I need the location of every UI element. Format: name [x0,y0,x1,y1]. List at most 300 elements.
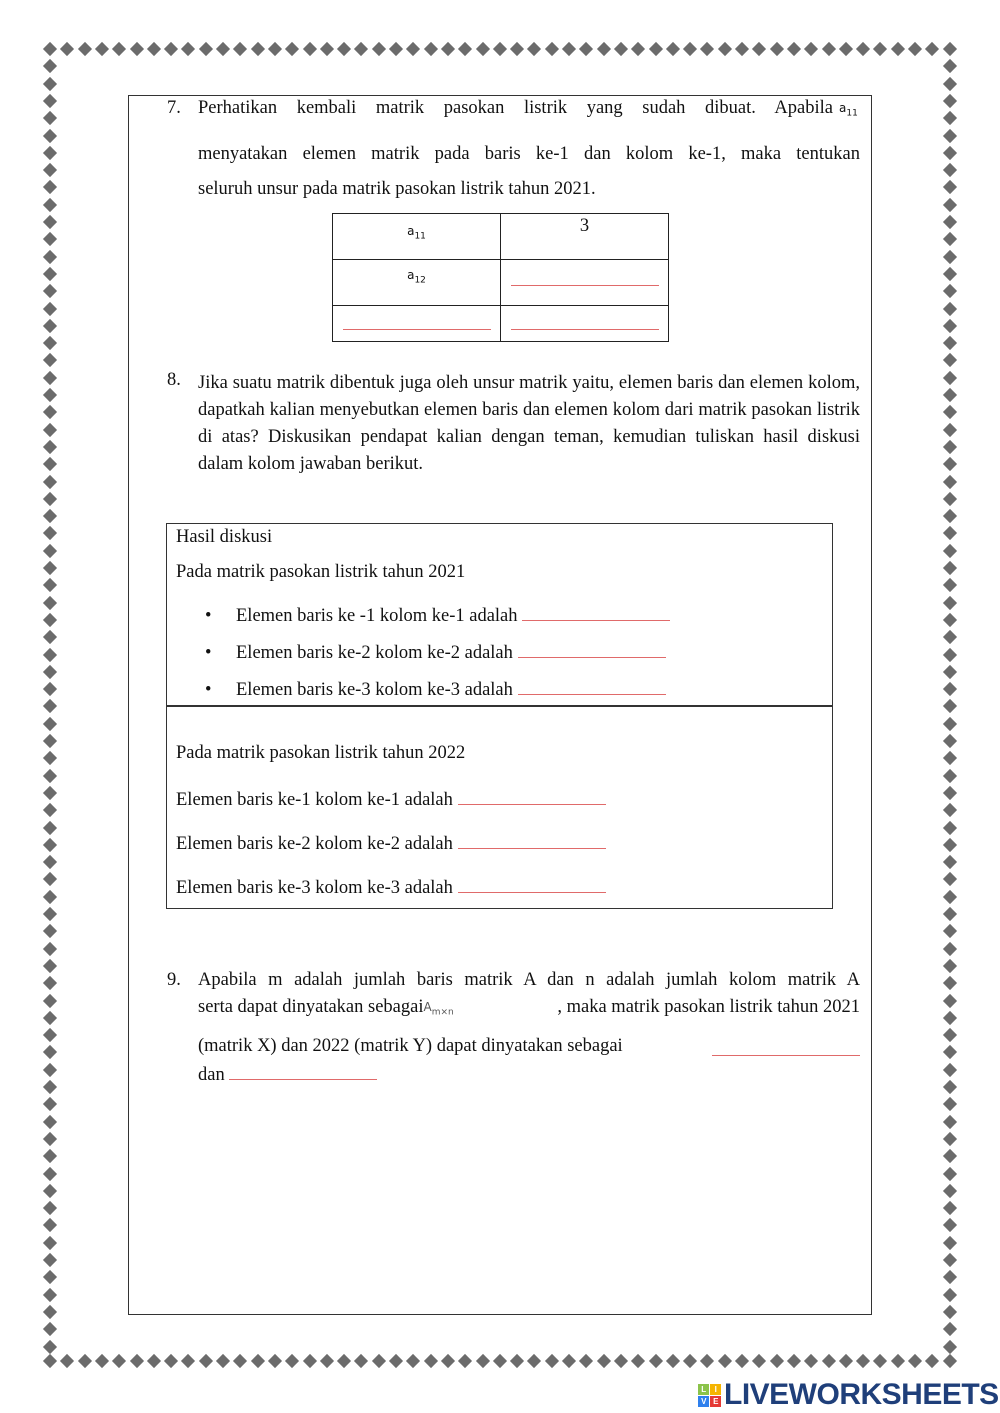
text: dan [198,1065,225,1085]
diamond-ornament [943,544,957,558]
item-text: Elemen baris ke-2 kolom ke-2 adalah [236,643,513,663]
diamond-ornament [943,924,957,938]
diamond-ornament [43,1236,57,1250]
diamond-ornament [43,1184,57,1198]
diamond-ornament [943,1322,957,1336]
diamond-ornament [891,42,905,56]
diamond-ornament [943,872,957,886]
diamond-ornament [458,42,472,56]
item-text: Elemen baris ke-1 kolom ke-1 adalah [176,790,453,810]
diamond-ornament [839,42,853,56]
diamond-ornament [943,215,957,229]
diamond-ornament [943,1166,957,1180]
diamond-ornament [302,42,316,56]
list-item [205,672,670,709]
diamond-ornament [129,42,143,56]
diamond-ornament [943,1080,957,1094]
diamond-ornament [943,1097,957,1111]
diamond-ornament [943,1236,957,1250]
diamond-ornament [943,111,957,125]
diamond-ornament [493,1354,507,1368]
text: , maka matrik pasokan listrik tahun 2021 [557,997,860,1017]
diamond-ornament [43,1045,57,1059]
diamond-ornament [43,993,57,1007]
diamond-ornament [112,42,126,56]
diamond-ornament [43,769,57,783]
diamond-ornament [943,232,957,246]
diamond-ornament [943,1149,957,1163]
q8-text: Jika suatu matrik dibentuk juga oleh unsur matrik yaitu, elemen baris dan elemen kolom, dapatkah kalian menyebutkan elemen baris dan elemen kolom dari matrik pasokan listrik di atas? Diskusikan pendapat kalian dengan teman, kemudian tuliskan hasil diskusi dalam kolom jawaban berikut. [198,373,860,474]
diamond-ornament [943,665,957,679]
logo-tile: L [698,1384,709,1395]
diamond-ornament [943,786,957,800]
diamond-ornament [43,578,57,592]
list-item [176,866,606,910]
diamond-ornament [943,1253,957,1267]
diamond-ornament [821,1354,835,1368]
list-item [176,778,606,822]
diamond-ornament [43,647,57,661]
diamond-ornament [943,596,957,610]
diamond-ornament [354,1354,368,1368]
diamond-ornament [43,526,57,540]
diamond-ornament [527,1354,541,1368]
diamond-ornament [406,1354,420,1368]
diamond-ornament [839,1354,853,1368]
diamond-ornament [43,1063,57,1077]
diamond-ornament [562,1354,576,1368]
answer-input[interactable] [458,788,606,805]
diamond-ornament [43,163,57,177]
diamond-ornament [943,42,957,56]
subscript: 11 [414,231,426,242]
diamond-ornament [43,1166,57,1180]
cell [501,260,669,306]
diamond-ornament [770,42,784,56]
diamond-ornament [337,42,351,56]
item-text: Elemen baris ke-3 kolom ke-3 adalah [176,878,453,898]
question-8-number: 8. [167,370,181,390]
logo-tile: V [698,1396,709,1407]
diamond-ornament [43,1305,57,1319]
diamond-ornament [389,42,403,56]
diamond-ornament [943,682,957,696]
diamond-ornament [683,42,697,56]
diamond-ornament [181,42,195,56]
diamond-ornament [43,1339,57,1353]
answer-element-name-input[interactable] [343,313,491,330]
diamond-ornament [925,1354,939,1368]
bullet-icon: • [205,606,212,626]
logo-text: LIVEWORKSHEETS [724,1378,999,1411]
cell-value: 3 [501,214,669,260]
a12 [407,268,426,286]
diamond-ornament [43,924,57,938]
diamond-ornament [43,1149,57,1163]
list-item [205,598,670,635]
diamond-ornament [475,1354,489,1368]
diamond-ornament [389,1354,403,1368]
a11 [407,224,426,242]
diamond-ornament [43,1097,57,1111]
diamond-ornament [510,1354,524,1368]
q9-line2 [198,997,860,1018]
bullet-icon: • [205,643,212,663]
diamond-ornament [943,1354,957,1368]
diamond-ornament [181,1354,195,1368]
diamond-ornament [943,613,957,627]
diamond-ornament [43,1288,57,1302]
diamond-ornament [147,1354,161,1368]
diamond-ornament [43,1270,57,1284]
diamond-ornament [683,1354,697,1368]
cell [333,260,501,306]
diamond-ornament [43,786,57,800]
diamond-ornament [943,647,957,661]
diamond-ornament [43,613,57,627]
diamond-ornament [43,440,57,454]
diamond-ornament [320,1354,334,1368]
diamond-ornament [943,492,957,506]
diamond-ornament [614,1354,628,1368]
diamond-ornament [943,77,957,91]
diamond-ornament [943,94,957,108]
q7-line3: seluruh unsur pada matrik pasokan listrik tahun 2021. [198,179,596,199]
answer-input[interactable] [522,604,670,621]
q7-line1: Perhatikan kembali matrik pasokan listrik yang sudah dibuat. Apabila [198,98,833,118]
answer-matrix-x-input[interactable] [712,1039,860,1056]
diamond-ornament [43,388,57,402]
diamond-ornament [43,907,57,921]
diamond-ornament [943,1288,957,1302]
diamond-ornament [441,1354,455,1368]
subtitle-2021: Pada matrik pasokan listrik tahun 2021 [176,562,466,582]
q7-table [332,213,669,342]
diamond-ornament [199,1354,213,1368]
diamond-ornament [302,1354,316,1368]
diamond-ornament [458,1354,472,1368]
diamond-ornament [735,42,749,56]
diamond-ornament [943,146,957,160]
diamond-ornament [943,1184,957,1198]
diamond-ornament [129,1354,143,1368]
list-item [176,822,606,866]
text: (matrik X) dan 2022 (matrik Y) dapat dinyatakan sebagai [198,1036,623,1056]
diamond-ornament [43,561,57,575]
diamond-ornament [268,1354,282,1368]
answer-matrix-y-input[interactable] [229,1063,377,1080]
diamond-ornament [43,492,57,506]
diamond-ornament [752,1354,766,1368]
diamond-ornament [943,388,957,402]
diamond-ornament [147,42,161,56]
diamond-ornament [43,336,57,350]
diamond-ornament [527,42,541,56]
diamond-ornament [943,890,957,904]
diamond-ornament [43,474,57,488]
diamond-ornament [943,1339,957,1353]
q7-a11-symbol [839,101,858,118]
diamond-ornament [424,1354,438,1368]
diamond-ornament [943,1218,957,1232]
diamond-ornament [943,405,957,419]
diamond-ornament [164,1354,178,1368]
diamond-ornament [614,42,628,56]
diamond-ornament [943,1063,957,1077]
diamond-ornament [354,42,368,56]
diamond-ornament [856,42,870,56]
diamond-ornament [233,1354,247,1368]
answer-input[interactable] [518,678,666,695]
diamond-ornament [943,440,957,454]
diamond-ornament [112,1354,126,1368]
cell [333,214,501,260]
q9-line1: Apabila m adalah jumlah baris matrik A dan n adalah jumlah kolom matrik A [198,970,860,990]
diamond-ornament [43,838,57,852]
diamond-ornament [943,457,957,471]
diamond-ornament [943,526,957,540]
subscript: 12 [414,275,426,286]
diamond-ornament [943,509,957,523]
diamond-ornament [43,890,57,904]
diamond-ornament [285,1354,299,1368]
diamond-ornament [43,405,57,419]
diamond-ornament [943,1028,957,1042]
diamond-ornament [943,1305,957,1319]
answer-element-value-input[interactable] [511,313,659,330]
diamond-ornament [718,1354,732,1368]
diamond-ornament [943,959,957,973]
diamond-ornament [60,1354,74,1368]
diamond-ornament [943,751,957,765]
diamond-ornament [943,855,957,869]
diamond-ornament [943,267,957,281]
diamond-ornament [43,111,57,125]
diamond-ornament [199,42,213,56]
diamond-ornament [787,1354,801,1368]
subtitle-2022: Pada matrik pasokan listrik tahun 2022 [176,743,466,763]
diamond-ornament [943,993,957,1007]
cell [333,306,501,342]
diamond-ornament [943,561,957,575]
symbol: a [839,101,847,115]
diamond-ornament [43,77,57,91]
diamond-ornament [475,42,489,56]
diamond-ornament [943,353,957,367]
diamond-ornament [545,42,559,56]
diamond-ornament [43,457,57,471]
diamond-ornament [43,1028,57,1042]
diamond-ornament [943,180,957,194]
diamond-ornament [873,42,887,56]
diamond-ornament [43,717,57,731]
diamond-ornament [43,665,57,679]
diamond-ornament [43,371,57,385]
diamond-ornament [943,1132,957,1146]
diamond-ornament [216,1354,230,1368]
diamond-ornament [43,1132,57,1146]
diamond-ornament [43,301,57,315]
diamond-ornament [372,42,386,56]
diamond-ornament [666,1354,680,1368]
diamond-ornament [43,1115,57,1129]
diamond-ornament [43,128,57,142]
diamond-ornament [43,42,57,56]
diamond-ornament [43,198,57,212]
logo-tile: E [710,1396,721,1407]
liveworksheets-logo [698,1378,999,1412]
diamond-ornament [43,734,57,748]
diamond-ornament [925,42,939,56]
diamond-ornament [943,630,957,644]
subscript: 11 [846,108,858,119]
diamond-ornament [943,336,957,350]
diamond-ornament [510,42,524,56]
diamond-ornament [562,42,576,56]
diamond-ornament [493,42,507,56]
diamond-ornament [424,42,438,56]
diamond-ornament [43,1011,57,1025]
diamond-ornament [43,180,57,194]
diamond-ornament [78,1354,92,1368]
diamond-ornament [43,267,57,281]
diamond-ornament [943,699,957,713]
cell [501,306,669,342]
diamond-ornament [943,128,957,142]
diamond-ornament [666,42,680,56]
diamond-ornament [78,42,92,56]
diamond-ornament [268,42,282,56]
diamond-ornament [804,42,818,56]
diamond-ornament [700,42,714,56]
diamond-ornament [943,1201,957,1215]
answer-input[interactable] [458,876,606,893]
diamond-ornament [320,42,334,56]
diamond-ornament [943,820,957,834]
diamond-ornament [943,59,957,73]
logo-tiles-icon [698,1384,721,1407]
diamond-ornament [943,250,957,264]
diamond-ornament [597,1354,611,1368]
diamond-ornament [787,42,801,56]
diamond-ornament [285,42,299,56]
diamond-ornament [43,146,57,160]
diamond-ornament [43,1354,57,1368]
diamond-ornament [43,820,57,834]
diamond-ornament [943,319,957,333]
symbol: a [407,268,415,282]
diamond-ornament [770,1354,784,1368]
diamond-ornament [943,734,957,748]
question-7-number: 7. [167,98,181,118]
diamond-ornament [43,1218,57,1232]
diamond-ornament [943,838,957,852]
diamond-ornament [631,1354,645,1368]
item-text: Elemen baris ke-3 kolom ke-3 adalah [236,680,513,700]
diamond-ornament [597,42,611,56]
diamond-ornament [43,682,57,696]
diamond-ornament [648,1354,662,1368]
diamond-ornament [43,803,57,817]
diamond-ornament [43,1322,57,1336]
diamond-ornament [43,855,57,869]
diamond-ornament [43,976,57,990]
diamond-ornament [943,301,957,315]
diamond-ornament [372,1354,386,1368]
item-text: Elemen baris ke-2 kolom ke-2 adalah [176,834,453,854]
diamond-ornament [95,1354,109,1368]
diamond-ornament [943,284,957,298]
diamond-ornament [718,42,732,56]
diamond-ornament [856,1354,870,1368]
diamond-ornament [943,198,957,212]
diamond-ornament [43,1080,57,1094]
diamond-ornament [943,717,957,731]
diamond-ornament [406,42,420,56]
diamond-ornament [873,1354,887,1368]
hasil-title: Hasil diskusi [176,527,273,547]
symbol: a [407,224,415,238]
diamond-ornament [943,976,957,990]
q9-line4 [198,1063,377,1086]
diamond-ornament [251,42,265,56]
diamond-ornament [943,803,957,817]
answer-input[interactable] [518,641,666,658]
diamond-ornament [43,509,57,523]
diamond-ornament [943,578,957,592]
diamond-ornament [752,42,766,56]
diamond-ornament [60,42,74,56]
a-mxn-symbol [424,997,454,1018]
diamond-ornament [43,751,57,765]
diamond-ornament [579,42,593,56]
diamond-ornament [648,42,662,56]
logo-tile: I [710,1384,721,1395]
diamond-ornament [441,42,455,56]
diamond-ornament [216,42,230,56]
diamond-ornament [943,474,957,488]
diamond-ornament [804,1354,818,1368]
diamond-ornament [43,319,57,333]
diamond-ornament [43,215,57,229]
list-2021 [205,598,670,709]
diamond-ornament [43,232,57,246]
diamond-ornament [337,1354,351,1368]
q7-line2: menyatakan elemen matrik pada baris ke-1 dan kolom ke-1, maka tentukan [198,144,860,164]
symbol: A [423,1000,432,1014]
diamond-ornament [908,1354,922,1368]
diamond-ornament [735,1354,749,1368]
answer-a12-input[interactable] [511,269,659,286]
diamond-ornament [43,59,57,73]
diamond-ornament [43,284,57,298]
diamond-ornament [943,1011,957,1025]
answer-input[interactable] [458,832,606,849]
diamond-ornament [545,1354,559,1368]
diamond-ornament [43,596,57,610]
diamond-ornament [43,959,57,973]
diamond-ornament [943,1115,957,1129]
diamond-ornament [891,1354,905,1368]
diamond-ornament [943,423,957,437]
diamond-ornament [908,42,922,56]
diamond-ornament [43,423,57,437]
diamond-ornament [700,1354,714,1368]
diamond-ornament [43,250,57,264]
diamond-ornament [943,907,957,921]
diamond-ornament [43,353,57,367]
diamond-ornament [43,544,57,558]
